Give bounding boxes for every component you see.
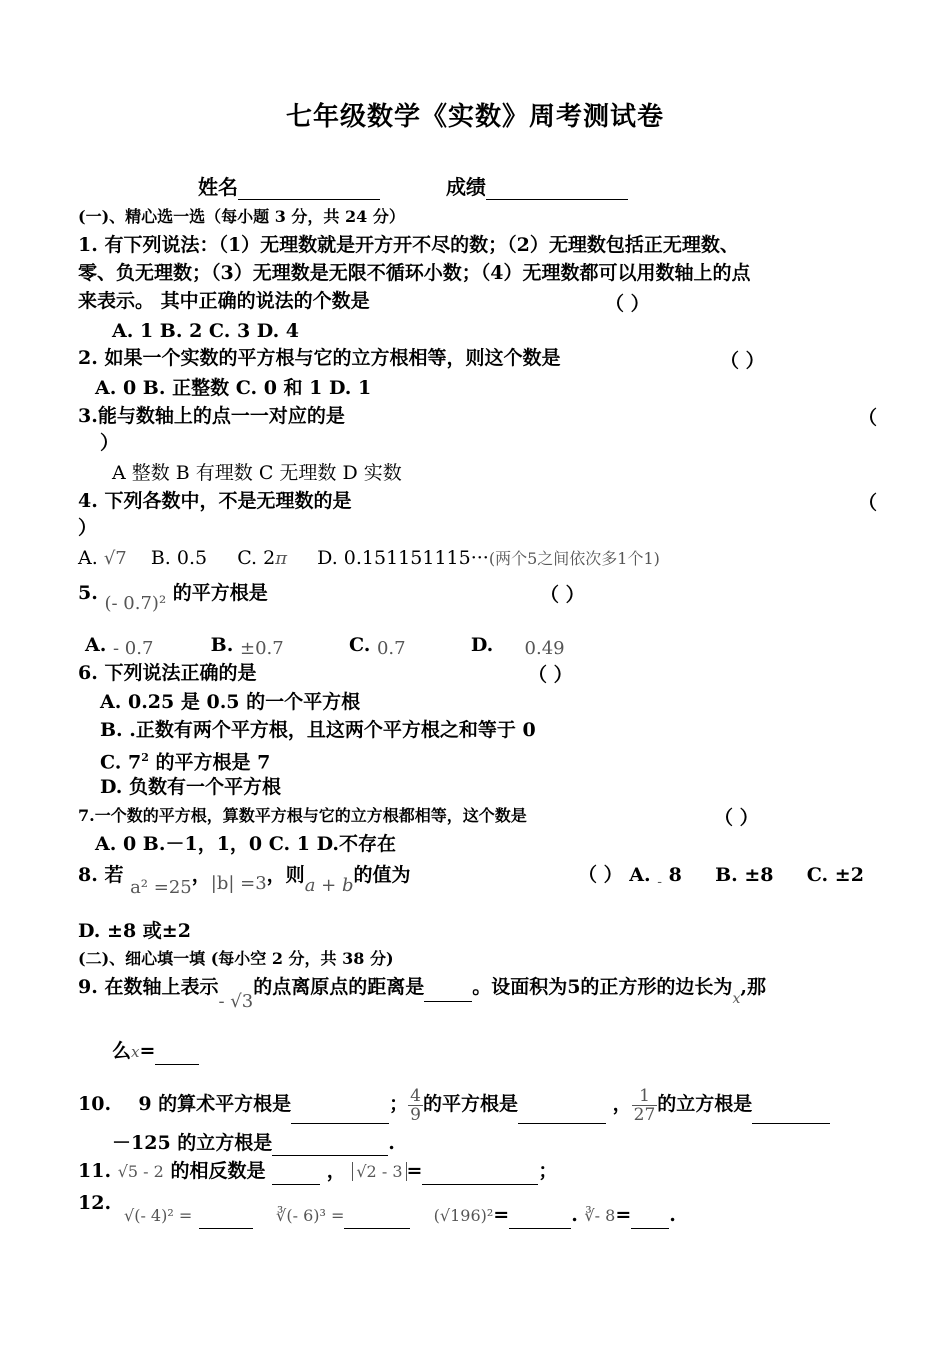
q10-blank4[interactable] — [272, 1135, 388, 1156]
q9-line2-eq: = — [139, 1040, 156, 1062]
q11-blank1[interactable] — [272, 1164, 320, 1185]
q12-math4: ∛- 8 — [584, 1206, 616, 1225]
q8-opt-c: C. ±2 — [806, 864, 864, 886]
q12-blank3[interactable] — [509, 1218, 571, 1229]
q12-eq1: = — [493, 1204, 510, 1226]
q10-semi: ； — [389, 1093, 409, 1115]
q10-frac1-den: 9 — [410, 1104, 421, 1125]
q8-opt-a: A. — [629, 864, 651, 886]
q9-line1 — [78, 974, 766, 1012]
q8-answer-paren[interactable]: （ ） — [578, 864, 623, 886]
q10-blank1[interactable] — [291, 1103, 389, 1124]
q1-line1: 1. 有下列说法：（1）无理数就是开方开不尽的数；（2）无理数包括正无理数、 — [78, 234, 739, 256]
q8-pre: 8. 若 — [78, 864, 124, 886]
q11-semi: ； — [538, 1160, 558, 1182]
q8-opt-a-val: 8 — [668, 864, 682, 886]
q5-opt-a: A. — [85, 634, 107, 656]
q4-opt-c-math: π — [275, 548, 288, 569]
q9-var: x — [732, 991, 741, 1007]
q6-option-c — [100, 745, 270, 775]
q11-p1: 的相反数是 — [170, 1160, 266, 1182]
score-label: 成绩 — [445, 175, 486, 199]
q5-opt-d: D. — [470, 634, 494, 656]
q3-paren-open[interactable]: （ — [858, 407, 878, 429]
q5-stem-row — [78, 580, 268, 614]
q6-option-c-pre: C. 7 — [100, 751, 142, 774]
q4-opt-d: D. 0.151151115··· — [317, 547, 489, 569]
q7-options: A. 0 B.－1，1，0 C. 1 D.不存在 — [95, 833, 397, 855]
q7-answer-paren[interactable]: （ ） — [714, 807, 759, 829]
q12-math2: ∛(- 6)³ = — [276, 1206, 345, 1225]
q8-math-sum: a + b — [304, 875, 354, 896]
q10-blank2[interactable] — [518, 1103, 606, 1124]
q4-opt-a-math: √7 — [103, 548, 127, 569]
q4-paren-close: ） — [78, 517, 98, 539]
q10-number: 10. — [78, 1093, 112, 1115]
q5-opt-c-math: 0.7 — [376, 638, 406, 659]
q12-number: 12. — [78, 1192, 112, 1214]
q9-line2 — [112, 1038, 199, 1065]
q8-math-a: a² =25 — [130, 877, 192, 898]
q11-eq: = — [406, 1160, 423, 1182]
q8-opt-b: B. ±8 — [715, 864, 774, 886]
q1-options: A. 1 B. 2 C. 3 D. 4 — [112, 320, 300, 342]
q5-math: (- 0.7)² — [104, 593, 167, 614]
q2-stem: 2. 如果一个实数的平方根与它的立方根相等，则这个数是 — [78, 347, 561, 369]
section1-heading: (一)、精心选一选（每小题 3 分，共 24 分） — [78, 207, 405, 226]
q9-post: 。设面积为5的正方形的边长为 — [472, 976, 733, 998]
page-title: 七年级数学《实数》周考测试卷 — [285, 102, 664, 132]
q10-p2: 的平方根是 — [423, 1093, 519, 1115]
q11-comma: ， — [326, 1160, 346, 1182]
q10-p1: 9 的算术平方根是 — [138, 1093, 292, 1115]
q5-number: 5. — [78, 582, 98, 604]
q11-number: 11. — [78, 1160, 112, 1182]
q10-frac2-num: 1 — [632, 1087, 658, 1106]
q6-option-a: A. 0.25 是 0.5 的一个平方根 — [100, 691, 361, 713]
score-blank[interactable] — [486, 179, 628, 200]
q10-frac-1-27 — [632, 1087, 658, 1124]
q8-then: ，则 — [266, 864, 305, 886]
q5-answer-paren[interactable]: （ ） — [540, 584, 585, 606]
q10-frac-4-9 — [408, 1087, 423, 1124]
q12-period: . — [669, 1204, 676, 1226]
q4-options — [78, 545, 660, 572]
q10-frac1-num: 4 — [410, 1085, 421, 1106]
q12-blank1[interactable] — [199, 1218, 253, 1229]
q9-end: ,那 — [740, 976, 766, 998]
q3-paren-close: ） — [100, 432, 120, 454]
q5-opt-a-math: - 0.7 — [112, 638, 154, 659]
q10-comma: ， — [612, 1093, 632, 1115]
q11-row — [78, 1158, 557, 1185]
q8-answer-row — [578, 862, 864, 890]
q5-opt-d-math: 0.49 — [524, 638, 565, 659]
q9-math: - √3 — [218, 991, 254, 1012]
name-label: 姓名 — [198, 175, 238, 199]
q9-mid: 的点离原点的距离是 — [253, 976, 425, 998]
section2-heading: (二)、细心填一填 (每小空 2 分，共 38 分) — [78, 949, 394, 968]
q5-stem: 的平方根是 — [172, 582, 268, 604]
name-blank[interactable] — [238, 179, 380, 200]
q11-math2: √2 - 3 — [352, 1162, 406, 1181]
q12-blank2[interactable] — [344, 1218, 410, 1229]
q8-comma: ， — [191, 864, 211, 886]
q10-line2-text: －125 的立方根是 — [112, 1132, 273, 1154]
q8-opt-d: D. ±8 或±2 — [78, 920, 191, 942]
q1-line3: 来表示。 其中正确的说法的个数是 — [78, 290, 370, 312]
q2-options: A. 0 B. 正整数 C. 0 和 1 D. 1 — [95, 377, 372, 399]
q7-stem: 7.一个数的平方根，算数平方根与它的立方根都相等，这个数是 — [78, 806, 527, 825]
q9-blank1[interactable] — [424, 981, 472, 1002]
q6-stem: 6. 下列说法正确的是 — [78, 662, 257, 684]
q10-blank3[interactable] — [752, 1103, 830, 1124]
q6-option-c-post: 的平方根是 7 — [148, 751, 271, 774]
q8-stem-row — [78, 862, 411, 898]
q10-period: . — [388, 1132, 395, 1154]
q4-stem: 4. 下列各数中，不是无理数的是 — [78, 490, 352, 512]
q11-blank2[interactable] — [422, 1164, 538, 1185]
q6-answer-paren[interactable]: （ ） — [528, 664, 573, 686]
q6-option-b: B. .正数有两个平方根，且这两个平方根之和等于 0 — [100, 719, 536, 741]
q5-options — [85, 632, 565, 659]
q9-line2-var: x — [131, 1043, 140, 1061]
q12-dot: . — [571, 1204, 578, 1226]
q12-math3: (√196)² — [433, 1206, 494, 1225]
q8-post: 的值为 — [353, 864, 411, 886]
q4-opt-b: B. 0.5 — [150, 547, 208, 569]
q1-line2: 零、负无理数；（3）无理数是无限不循环小数；（4）无理数都可以用数轴上的点 — [78, 262, 751, 284]
q4-paren-open[interactable]: （ — [858, 492, 878, 514]
q12-math1: √(- 4)² = — [124, 1206, 193, 1225]
q9-blank2[interactable] — [155, 1044, 199, 1065]
q5-opt-b-math: ±0.7 — [239, 638, 284, 659]
q6-option-c-sup: 2 — [141, 751, 149, 764]
student-info-row — [198, 174, 628, 200]
q6-option-d: D. 负数有一个平方根 — [100, 776, 282, 798]
q3-options: A 整数 B 有理数 C 无理数 D 实数 — [112, 462, 402, 484]
q5-opt-c: C. — [348, 634, 371, 656]
q11-math1: √5 - 2 — [117, 1162, 164, 1181]
q8-math-b: |b| =3 — [210, 873, 267, 894]
q10-line2 — [112, 1130, 395, 1156]
q3-stem: 3.能与数轴上的点一一对应的是 — [78, 405, 345, 427]
q8-opt-a-sign: - — [657, 874, 662, 890]
q9-pre: 9. 在数轴上表示 — [78, 976, 219, 998]
q10-p3: 的立方根是 — [657, 1093, 753, 1115]
q10-frac2-den: 27 — [633, 1104, 656, 1125]
q2-answer-paren[interactable]: （ ） — [720, 350, 765, 372]
q4-opt-d-note: (两个5之间依次多1个1) — [488, 549, 660, 568]
q9-line2-pre: 么 — [112, 1040, 132, 1062]
q12-eq2: = — [615, 1204, 632, 1226]
q12-row — [124, 1202, 676, 1229]
q10-line1 — [78, 1084, 830, 1124]
q5-opt-b: B. — [210, 634, 234, 656]
q4-opt-a: A. — [78, 547, 98, 569]
q12-blank4[interactable] — [631, 1218, 669, 1229]
q1-answer-paren[interactable]: （ ） — [605, 293, 650, 315]
q4-opt-c: C. 2 — [237, 547, 276, 569]
